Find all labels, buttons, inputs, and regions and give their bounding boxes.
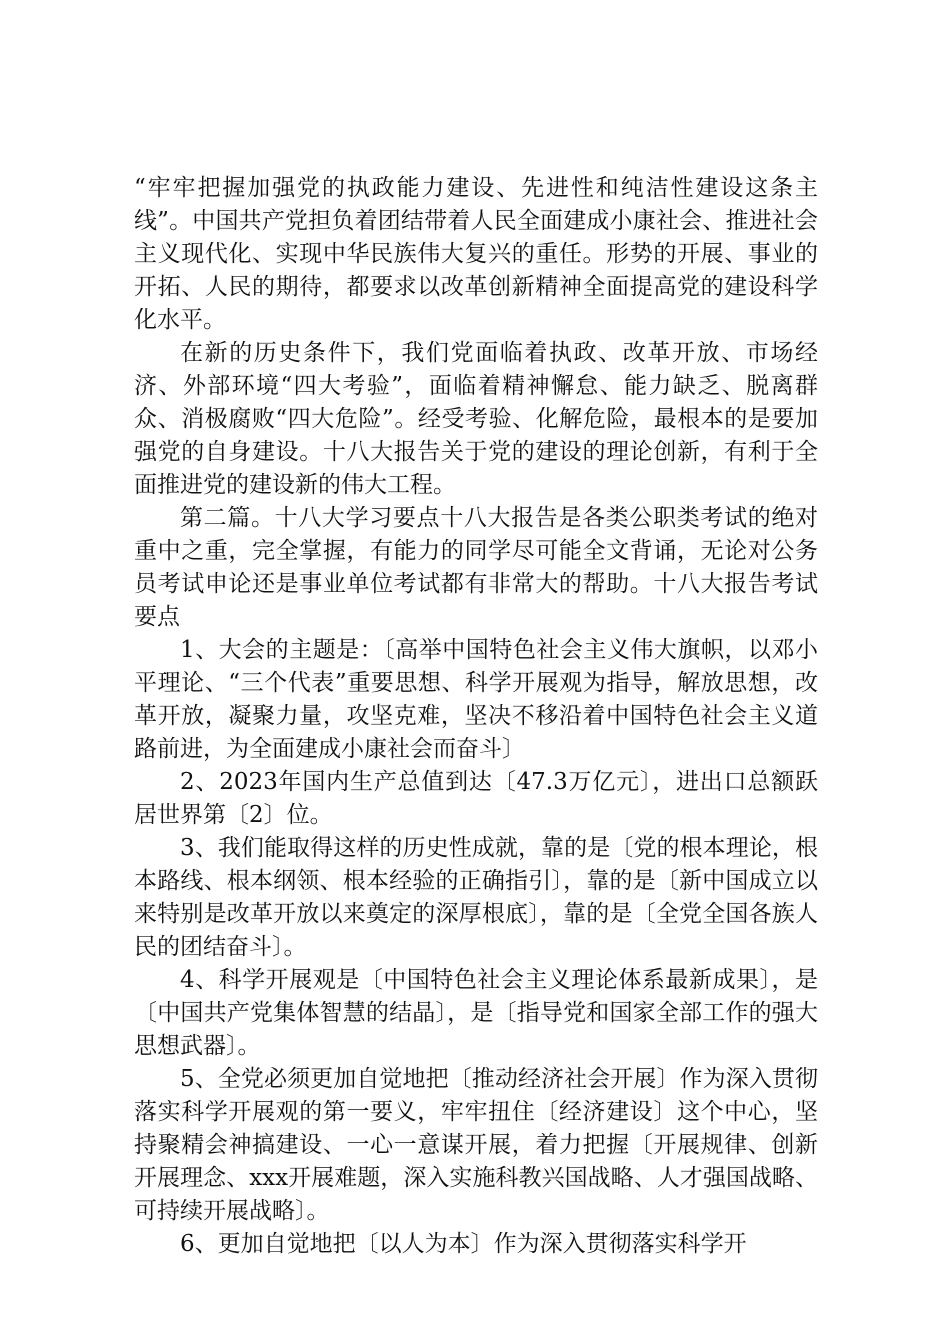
paragraph-9: 6、更加自觉地把〔以人为本〕作为深入贯彻落实科学开 bbox=[180, 1231, 747, 1257]
paragraph-3: 第二篇。十八大学习要点十八大报告是各类公职类考试的绝对重中之重，完全掌握，有能力的同学尽可能全文背诵，无论对公务员考试申论还是事业单位考试都有非常大的帮助。十八大报告考试要点 bbox=[134, 505, 818, 630]
paragraph-6: 3、我们能取得这样的历史性成就，靠的是〔党的根本理论，根本路线、根本纲领、根本经验的正确指引〕，靠的是〔新中国成立以来特别是改革开放以来奠定的深厚根底〕，靠的是〔全党全国各族人民的团结奋斗〕。 bbox=[134, 835, 818, 960]
document-page bbox=[134, 172, 818, 1261]
paragraph-5: 2、2023年国内生产总值到达〔47.3万亿元〕，进出口总额跃居世界第〔2〕位。 bbox=[134, 769, 818, 828]
paragraph-8: 5、全党必须更加自觉地把〔推动经济社会开展〕作为深入贯彻落实科学开展观的第一要义，牢牢扭住〔经济建设〕这个中心，坚持聚精会神搞建设、一心一意谋开展，着力把握〔开展规律、创新开展理念、xxx开展难题，深入实施科教兴国战略、人才强国战略、可持续开展战略〕。 bbox=[134, 1066, 818, 1224]
paragraph-1: “牢牢把握加强党的执政能力建设、先进性和纯洁性建设这条主线”。中国共产党担负着团结带着人民全面建成小康社会、推进社会主义现代化、实现中华民族伟大复兴的重任。形势的开展、事业的开拓、人民的期待，都要求以改革创新精神全面提高党的建设科学化水平。 bbox=[134, 175, 818, 333]
paragraph-7: 4、科学开展观是〔中国特色社会主义理论体系最新成果〕，是〔中国共产党集体智慧的结晶〕，是〔指导党和国家全部工作的强大思想武器〕。 bbox=[134, 967, 818, 1059]
paragraph-2: 在新的历史条件下，我们党面临着执政、改革开放、市场经济、外部环境“四大考验”，面临着精神懈怠、能力缺乏、脱离群众、消极腐败“四大危险”。经受考验、化解危险，最根本的是要加强党的自身建设。十八大报告关于党的建设的理论创新，有利于全面推进党的建设新的伟大工程。 bbox=[134, 340, 818, 498]
paragraph-4: 1、大会的主题是：〔高举中国特色社会主义伟大旗帜，以邓小平理论、“三个代表”重要思想、科学开展观为指导，解放思想，改革开放，凝聚力量，攻坚克难，坚决不移沿着中国特色社会主义道路前进，为全面建成小康社会而奋斗〕 bbox=[134, 637, 818, 762]
